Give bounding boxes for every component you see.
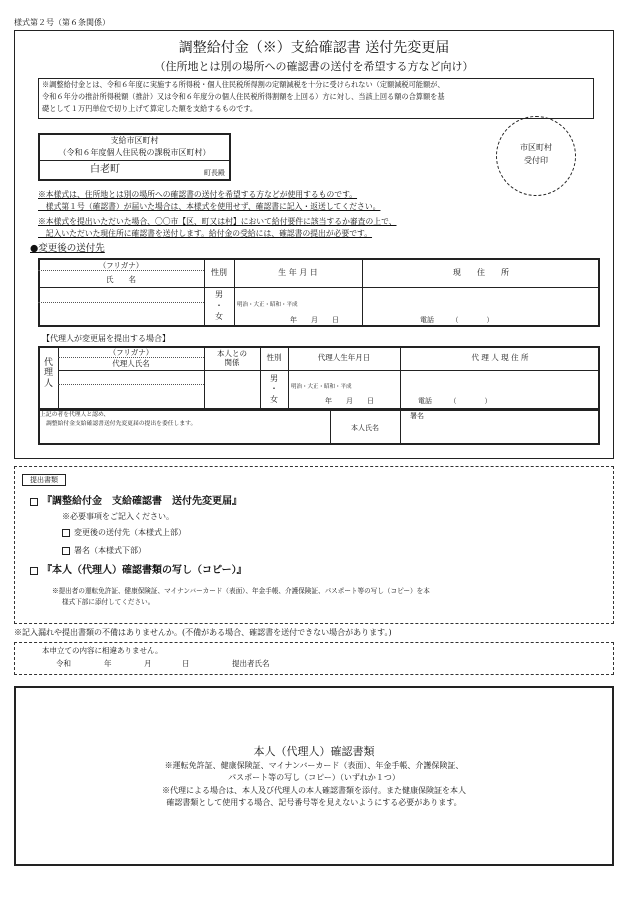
note-line-3: 礎として１万円単位で切り上げて算定した額を支給するものです。: [42, 104, 258, 113]
note-line-2: 令和６年分の推計所得税額（推計）又は令和６年度分の個人住民税所得割額を上回る）方に対し、当該上回る額の合算額を基: [42, 92, 445, 101]
note-line-1: ※調整給付金とは、令和６年度に実施する所得税・個人住民税所得割の定額減税を十分に受けられない（定額減税可能額が、: [42, 80, 445, 89]
instruction-3: ※本様式を提出いただいた場合、〇〇市【区、町又は村】において給付要件に該当するか審査の上で、: [38, 217, 397, 226]
principal-name-label: 本人氏名: [351, 424, 379, 432]
instruction-2: 様式第１号（確認書）が届いた場合は、本様式を使用せず、確認書に記入・返送してください。: [38, 202, 381, 211]
doc-item-2[interactable]: [30, 565, 247, 577]
agent-side-label: 代理人: [44, 358, 54, 389]
section-destination: ●変更後の送付先: [30, 243, 105, 254]
doc-item-2-note-2: 様式下部に添付してください。: [62, 598, 155, 606]
consent-line-1: 上記の者を代理人と認め、: [40, 412, 110, 418]
t1-furigana-value[interactable]: [38, 290, 204, 300]
instruction-4: 記入いただいた現住所に確認書を送付します。給付金の受給には、確認書の提出が必要です。: [38, 229, 373, 238]
t1-gender-header: 性別: [211, 268, 227, 277]
municipality-suffix: 町長殿: [204, 169, 225, 177]
t2-name-header: 代理人氏名: [112, 359, 150, 368]
municipality-name: 白老町: [90, 164, 120, 175]
t2-gender-header: 性別: [266, 353, 282, 362]
doc-sub-2-checkbox[interactable]: [62, 547, 70, 555]
submitter-name-label[interactable]: 提出者氏名: [232, 659, 270, 668]
documents-tag: 提出書類: [30, 476, 58, 484]
doc-item-1-label: 『調整給付金 支給確認書 送付先変更届』: [42, 496, 242, 507]
t1-name-header: 氏 名: [106, 275, 136, 284]
declaration-era: 令和: [56, 659, 71, 668]
t2-phone[interactable]: 電話 （ ）: [418, 397, 492, 405]
id-box-line-4: 確認書類として使用する場合、記号番号等を見えないようにする必要があります。: [166, 798, 462, 807]
t2-birth-header: 代理人生年月日: [317, 353, 371, 362]
id-box-title: 本人（代理人）確認書類: [253, 745, 375, 758]
t2-female[interactable]: 女: [270, 395, 278, 404]
t1-male[interactable]: 男: [215, 290, 223, 299]
t1-ymd[interactable]: 年 月 日: [290, 316, 339, 324]
stamp-label-2: 受付印: [524, 156, 548, 165]
id-box-line-1: ※運転免許証、健康保険証、マイナンバーカード（表面）、年金手帳、介護保険証、: [164, 761, 464, 770]
t1-name-value[interactable]: [38, 305, 204, 323]
doc-sub-1-label: 変更後の送付先（本様式上部）: [74, 528, 186, 537]
page-title: 調整給付金（※）支給確認書 送付先変更届: [178, 40, 450, 56]
t2-male[interactable]: 男: [270, 374, 278, 383]
declaration-day[interactable]: 日: [182, 659, 190, 668]
t1-eras[interactable]: 明治・大正・昭和・平成: [237, 302, 298, 308]
doc-item-1-note: ※必要事項をご記入ください。: [62, 512, 174, 521]
t1-gender-dot: ・: [215, 301, 223, 310]
t1-female[interactable]: 女: [215, 312, 223, 321]
id-box-line-3: ※代理による場合は、本人及び代理人の本人確認書類を添付。また健康保険証を本人: [162, 786, 466, 795]
doc-item-1-checkbox[interactable]: [30, 498, 38, 506]
municipality-header: 支給市区町村: [110, 136, 159, 145]
id-box-line-2: パスポート等の写し（コピー）（いずれか１つ）: [228, 773, 400, 782]
stamp-label-1: 市区町村: [520, 143, 552, 152]
doc-sub-1-checkbox[interactable]: [62, 529, 70, 537]
t1-furigana-header: （フリガナ）: [98, 261, 144, 270]
t1-birth-header: 生 年 月 日: [278, 268, 318, 277]
instruction-1: ※本様式は、住所地とは別の場所への確認書の送付を希望する方などが使用するものです。: [38, 190, 358, 199]
warning-text: ※記入漏れや提出書類の不備はありませんか。(不備がある場合、確認書を送付できない場合があります。): [14, 628, 392, 637]
declaration-month[interactable]: 月: [144, 659, 152, 668]
doc-item-1[interactable]: [30, 496, 242, 508]
t2-gender-dot: ・: [270, 384, 278, 393]
doc-item-2-checkbox[interactable]: [30, 567, 38, 575]
t2-relation-header-1: 本人との: [217, 349, 247, 358]
page-subtitle: （住所地とは別の場所への確認書の送付を希望する方など向け）: [154, 60, 474, 73]
declaration-year[interactable]: 年: [104, 659, 112, 668]
t2-ymd[interactable]: 年 月 日: [325, 397, 374, 405]
consent-line-2: 調整給付金支給確認書送付先変更届の提出を委任します。: [46, 421, 197, 427]
t2-eras[interactable]: 明治・大正・昭和・平成: [291, 384, 352, 390]
doc-item-2-note-1: ※提出者の運転免許証、健康保険証、マイナンバーカード（表面）、年金手帳、介護保険証、パスポート等の写し（コピー）を本: [52, 587, 430, 595]
t1-address-header: 現 住 所: [453, 268, 509, 277]
doc-sub-2[interactable]: [62, 546, 146, 556]
doc-item-2-label: 『本人（代理人）確認書類の写し（コピー）』: [42, 565, 247, 576]
doc-sub-1[interactable]: [62, 528, 186, 538]
t2-address-header: 代 理 人 現 住 所: [471, 353, 529, 362]
declaration-line: 本申立ての内容に相違ありません。: [42, 646, 163, 655]
t1-phone[interactable]: 電話 （ ）: [420, 316, 494, 324]
form-number: 様式第２号（第６条関係）: [14, 18, 110, 27]
t2-relation-header-2: 関係: [224, 358, 240, 367]
agent-section-title: 【代理人が変更届を提出する場合】: [42, 334, 170, 343]
municipality-header-sub: （令和６年度個人住民税の課税市区町村）: [58, 148, 211, 157]
t2-furigana-header: （フリガナ）: [108, 348, 154, 357]
signature-label[interactable]: 署名: [410, 412, 424, 420]
municipality-divider: [40, 160, 229, 161]
doc-sub-2-label: 署名（本様式下部）: [74, 546, 146, 555]
